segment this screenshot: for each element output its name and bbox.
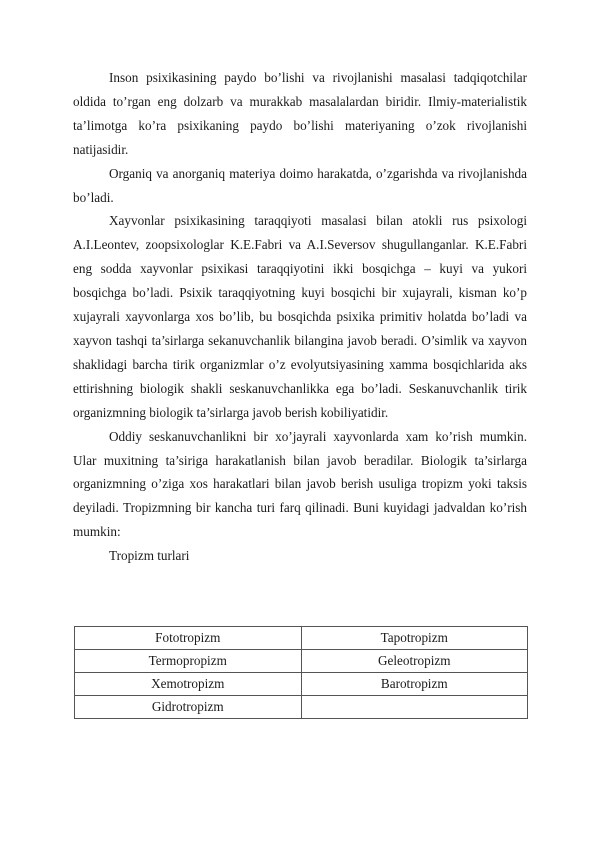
- tropizm-types-table: [74, 626, 528, 719]
- paragraph-2: Organiq va anorganiq materiya doimo harakatda, o’zgarishda va rivojlanishda bo’ladi.: [73, 165, 527, 205]
- table-row: [75, 696, 528, 719]
- paragraph-4: Oddiy seskanuvchanlikni bir xo’jayrali xayvonlarda xam ko’rish mumkin. Ular muxitning ta’siriga harakatlanish bilan javob beradilar. Biologik ta’sirlarga organizmning o’ziga xos harakatlari bilan javob berish usuliga tropizm yoki taksis deyiladi. Tropizmning bir kancha turi farq qilinadi. Buni kuyidagi jadvaldan ko’rish mumkin:: [73, 428, 527, 540]
- table-row: [75, 650, 528, 673]
- paragraph-3: Xayvonlar psixikasining taraqqiyoti masalasi bilan atokli rus psixologi A.I.Leontev, zoopsixologlar K.E.Fabri va A.I.Seversov shugullanganlar. K.E.Fabri eng sodda xayvonlar psixikasi taraqqiyotini ikki bosqichga – kuyi va yukori bosqichga bo’ladi. Psixik taraqqiyotning kuyi bosqichi bir xujayrali, kisman ko’p xujayrali xayvonlarga xos bo’lib, bu bosqichda psixika primitiv holatda bo’ladi va xayvon tashqi ta’sirlarga sekanuvchanlik bilangina javob beradi. O’simlik va xayvon shaklidagi barcha tirik organizmlar o’z evolyutsiyasining xamma bosqichlarida aks ettirishning biologik shakli seskanuvchanlikka ega bo’ladi. Seskanuvchanlik tirik organizmning biologik ta’sirlarga javob berish kobiliyatidir.: [73, 213, 527, 420]
- document-body: [73, 66, 527, 568]
- table-cell: Xemotropizm: [75, 673, 302, 696]
- table-cell: Barotropizm: [301, 673, 528, 696]
- table-cell: Geleotropizm: [301, 650, 528, 673]
- table-caption: Tropizm turlari: [109, 548, 190, 564]
- table-cell: [301, 696, 528, 719]
- table-cell: Termopropizm: [75, 650, 302, 673]
- table-row: [75, 627, 528, 650]
- paragraph-1: Inson psixikasining paydo bo’lishi va rivojlanishi masalasi tadqiqotchilar oldida to’rgan eng dolzarb va murakkab masalalardan biridir. Ilmiy-materialistik ta’limotga ko’ra psixikaning paydo bo’lishi materiyaning o’zok rivojlanishi natijasidir.: [73, 70, 527, 157]
- table-row: [75, 673, 528, 696]
- table-cell: Tapotropizm: [301, 627, 528, 650]
- table-cell: Gidrotropizm: [75, 696, 302, 719]
- table-cell: Fototropizm: [75, 627, 302, 650]
